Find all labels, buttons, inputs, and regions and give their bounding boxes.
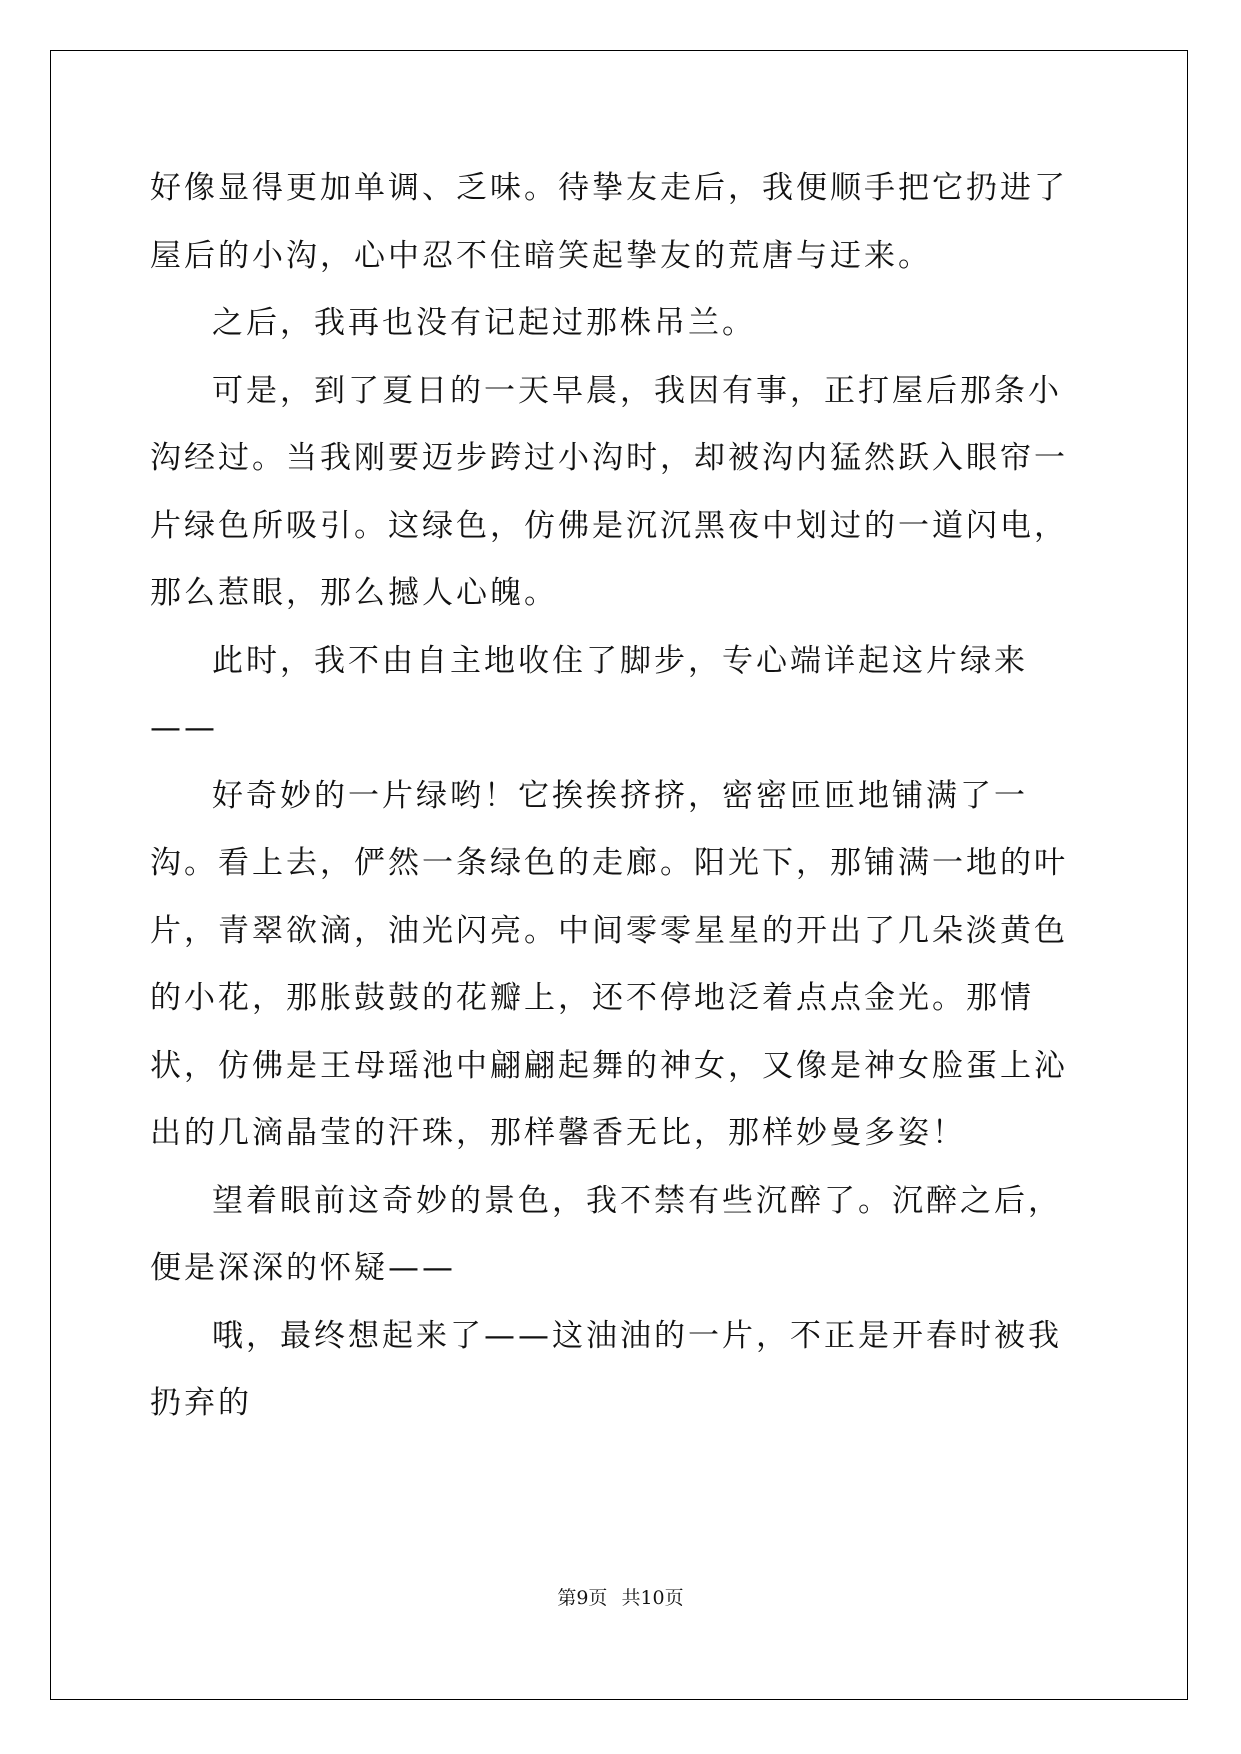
paragraph-2: 之后，我再也没有记起过那株吊兰。: [212, 305, 756, 341]
page-number: 第9页: [557, 1587, 608, 1609]
paragraph-3: 可是，到了夏日的一天早晨，我因有事，正打屋后那条小沟经过。当我刚要迈步跨过小沟时，却被沟内猛然跃入眼帘一片绿色所吸引。这绿色，仿佛是沉沉黑夜中划过的一道闪电，那么惹眼，那么撼人心魄。: [150, 372, 1068, 611]
paragraph-7: 哦，最终想起来了——这油油的一片，不正是开春时被我扔弃的: [150, 1317, 1062, 1421]
paragraph-5: 好奇妙的一片绿哟！它挨挨挤挤，密密匝匝地铺满了一沟。看上去，俨然一条绿色的走廊。阳光下，那铺满一地的叶片，青翠欲滴，油光闪亮。中间零零星星的开出了几朵淡黄色的小花，那胀鼓鼓的花瓣上，还不停地泛着点点金光。那情状，仿佛是王母瑶池中翩翩起舞的神女，又像是神女脸蛋上沁出的几滴晶莹的汗珠，那样馨香无比，那样妙曼多姿！: [150, 777, 1068, 1151]
page-footer: [0, 1583, 1241, 1610]
paragraph-6: 望着眼前这奇妙的景色，我不禁有些沉醉了。沉醉之后，便是深深的怀疑——: [150, 1182, 1062, 1286]
paragraph-4: 此时，我不由自主地收住了脚步，专心端详起这片绿来——: [150, 642, 1028, 746]
paragraph-1: 好像显得更加单调、乏味。待挚友走后，我便顺手把它扔进了屋后的小沟，心中忍不住暗笑起挚友的荒唐与迂来。: [150, 170, 1068, 274]
page-total: 共10页: [621, 1587, 684, 1609]
body-text: [150, 155, 1095, 1438]
